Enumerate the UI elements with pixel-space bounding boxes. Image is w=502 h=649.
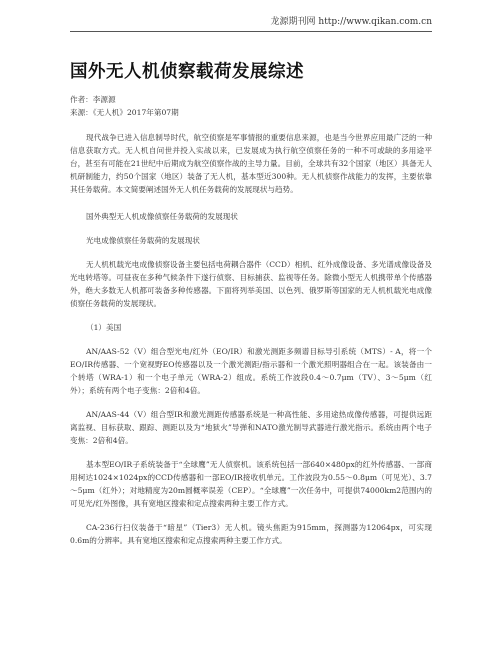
subsection-heading: 光电成像侦察任务载荷的发展现状 [86, 236, 200, 245]
article-content [70, 58, 432, 547]
body-paragraph: 无人机机载光电成像侦察设备主要包括电荷耦合器件（CCD）相机、红外成像设备、多光谱成像设备及光电转塔等。可昼夜在多种气候条件下遂行侦察、目标捕获、监视等任务。除微小型无人机携带单个传感器外，绝大多数无人机都可装备多种传感器。下面将列举美国、以色列、俄罗斯等国家的无人机机载光电成像侦察任务载荷的发展现状。 [70, 260, 432, 308]
country-heading: （1）美国 [86, 323, 122, 332]
header-divider [70, 31, 432, 32]
article-source: 来源：《无人机》2017年第07期 [70, 108, 179, 117]
body-paragraph: 基本型EO/IR子系统装备于“全球鹰”无人侦察机。该系统包括一部640×480px的红外传感器、一部商用柯达1024×1024px的CCD传感器和一部EO/IR接收机单元。工作波段为0.55～0.8μm（可见光）、3.7～5μm（红外）；对地精度为20m圆概率误差（CEP）。“全球鹰”一次任务中，可提供74000km2范围内的可见光/红外图像，具有宽地区搜索和定点搜索两种主要工作方式。 [70, 460, 432, 508]
abstract-paragraph: 现代战争已进入信息制导时代，航空侦察是军事情报的重要信息来源，也是当今世界应用最广泛的一种信息获取方式。无人机自问世并投入实战以来，已发展成为执行航空侦察任务的一种不可或缺的多用途平台，甚至有可能在21世纪中后期成为航空侦察作战的主导力量。目前，全球共有32个国家（地区）具备无人机研制能力，约50个国家（地区）装备了无人机，基本型近300种。无人机侦察作战能力的发挥，主要依靠其任务载荷。本文简要阐述国外无人机任务载荷的发展现状与趋势。 [70, 133, 432, 194]
article-author: 作者：李源源 [70, 95, 116, 104]
body-paragraph: CA-236行扫仪装备于“暗星”（Tier3）无人机。镜头焦距为915mm，探测器为12064px，可实现0.6m的分辨率。具有宽地区搜索和定点搜索两种主要工作方式。 [70, 523, 432, 545]
article-title: 国外无人机侦察载荷发展综述 [70, 62, 304, 82]
body-paragraph: AN/AAS-44（V）组合型IR和激光测距传感器系统是一种高性能、多用途热成像传感器，可提供远距离监视、目标获取、跟踪、测距以及为“地狱火”导弹和NATO激光制导武器进行激光指示。系统由两个电子变焦：2倍和4倍。 [70, 410, 432, 445]
body-paragraph: AN/AAS-52（V）组合型光电/红外（EO/IR）和激光测距多频谱目标导引系统（MTS）- A，将一个EO/IR传感器、一个宽视野EO传感器以及一个激光测距/指示器和一个激光照明器组合在一起。该装备由一个转塔（WRA-1）和一个电子单元（WRA-2）组成。系统工作波段0.4～0.7μm（TV）、3～5μm（红外）；系统有两个电子变焦：2倍和4倍。 [70, 347, 432, 395]
site-header[interactable]: 龙源期刊网 http://www.qikan.com.cn [270, 17, 432, 27]
section-heading: 国外典型无人机成像侦察任务载荷的发展现状 [86, 212, 238, 221]
